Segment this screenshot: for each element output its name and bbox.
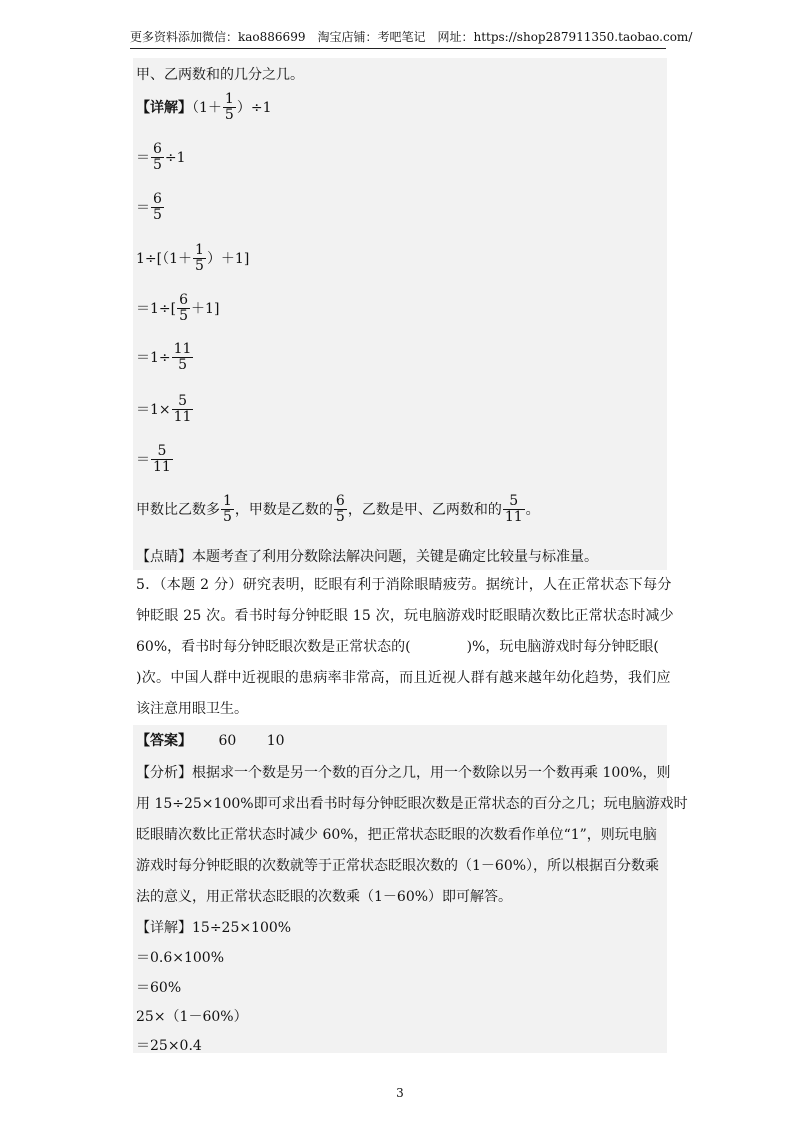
analysis-line-5: 法的意义，用正常状态眨眼的次数乘（1－60%）即可解答。 (136, 889, 513, 905)
fraction: $\frac{6}{5}$ (153, 141, 162, 174)
answer-value-2: 10 (266, 733, 285, 749)
detail-line-2: ＝ $\frac{6}{5}$ ÷1 (136, 141, 186, 174)
answer-value-1: 60 (218, 733, 237, 749)
fraction: $\frac{6}{5}$ (153, 191, 162, 224)
fraction: $\frac{6}{5}$ (335, 493, 345, 526)
detail-line-3: ＝ $\frac{6}{5}$ (136, 191, 162, 224)
answer-detail-5: ＝25×0.4 (136, 1038, 202, 1054)
conclusion-line: 甲数比乙数多 $\frac{1}{5}$ ，甲数是乙数的 $\frac{6}{5}$ ，乙数是甲、乙两数和的 $\frac{5}{11}$ 。 (136, 493, 540, 526)
detail-line-1: 【详解】（1＋ $\frac{1}{5}$ ）÷1 (136, 91, 272, 124)
answer-detail-1: 【详解】15÷25×100% (136, 920, 292, 936)
answer-detail-4: 25×（1－60%） (136, 1009, 248, 1025)
answer-detail-2: ＝0.6×100% (136, 950, 225, 966)
fraction: $\frac{5}{11}$ (504, 493, 523, 526)
detail-line-8: ＝ $\frac{5}{11}$ (136, 443, 171, 476)
question-line-1: 5．（本题 2 分）研究表明，眨眼有利于消除眼睛疲劳。据统计，人在正常状态下每分 (136, 577, 672, 593)
fraction: $\frac{5}{11}$ (173, 393, 192, 426)
detail-line-7: ＝1× $\frac{5}{11}$ (136, 393, 192, 426)
detail-label: 【详解】 (136, 99, 192, 116)
solution-intro: 甲、乙两数和的几分之几。 (136, 67, 304, 83)
fraction: $\frac{1}{5}$ (223, 493, 232, 526)
question-line-4: )次。中国人群中近视眼的患病率非常高，而且近视人群有越来越年幼化趋势，我们应 (136, 670, 671, 686)
detail-line-6: ＝1÷ $\frac{11}{5}$ (136, 341, 192, 374)
detail-line-4: 1÷[（1＋ $\frac{1}{5}$ ）＋1] (136, 242, 250, 275)
fraction: $\frac{6}{5}$ (179, 292, 189, 325)
detail-line-5: ＝1÷[ $\frac{6}{5}$ ＋1] (136, 292, 220, 325)
page-header: 更多资料添加微信：kao886699 淘宝店铺：考吧笔记 网址：https://shop287911350.taobao.com/ (130, 28, 666, 49)
fraction: $\frac{1}{5}$ (224, 91, 234, 124)
fraction: $\frac{5}{11}$ (153, 443, 171, 476)
fraction: $\frac{1}{5}$ (195, 242, 204, 275)
analysis-line-4: 游戏时每分钟眨眼的次数就等于正常状态眨眼次数的（1－60%），所以根据百分数乘 (136, 858, 660, 874)
answer-detail-3: ＝60% (136, 980, 182, 996)
analysis-line-1: 【分析】根据求一个数是另一个数的百分之几，用一个数除以另一个数再乘 100%，则 (136, 765, 671, 781)
question-line-2: 钟眨眼 25 次。看书时每分钟眨眼 15 次，玩电脑游戏时眨眼睛次数比正常状态时减少 (136, 608, 674, 624)
question-line-3: 60%，看书时每分钟眨眼次数是正常状态的( )%，玩电脑游戏时每分钟眨眼( (136, 639, 659, 655)
comment-line: 【点睛】本题考查了利用分数除法解决问题，关键是确定比较量与标准量。 (136, 549, 598, 565)
answer-label: 【答案】 (136, 733, 192, 749)
analysis-line-3: 眨眼睛次数比正常状态时减少 60%，把正常状态眨眼的次数看作单位“1”，则玩电脑 (136, 827, 657, 843)
answer-line (136, 730, 285, 750)
fraction: $\frac{11}{5}$ (173, 341, 192, 374)
page-number: 3 (396, 1086, 404, 1100)
analysis-line-2: 用 15÷25×100%即可求出看书时每分钟眨眼次数是正常状态的百分之几；玩电脑游戏时 (136, 796, 688, 812)
question-line-5: 该注意用眼卫生。 (136, 701, 248, 717)
